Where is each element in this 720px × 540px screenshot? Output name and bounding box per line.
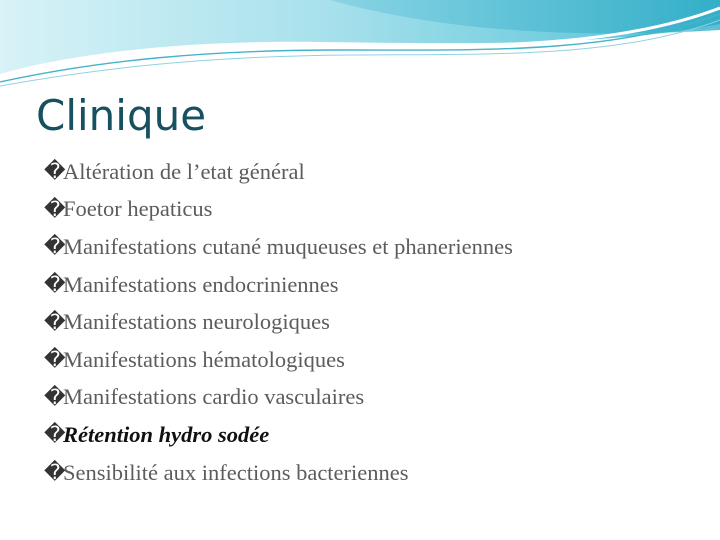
list-item <box>44 379 513 417</box>
list-item <box>44 341 513 379</box>
list-item-text: Altération de l’etat général <box>63 158 305 184</box>
bullet-marker-icon: � <box>44 159 66 184</box>
slide-title: Clinique <box>36 91 207 140</box>
list-item-text: Manifestations endocriniennes <box>63 271 339 297</box>
bullet-marker-icon: � <box>44 196 66 221</box>
header-wave-decoration <box>0 0 720 90</box>
list-item-text: Manifestations neurologiques <box>63 309 330 335</box>
list-item-text: Sensibilité aux infections bacteriennes <box>63 459 409 485</box>
bullet-marker-icon: � <box>44 347 66 372</box>
list-item-text: Rétention hydro sodée <box>63 421 270 447</box>
list-item-text: Manifestations hématologiques <box>63 346 345 372</box>
list-item-text: Foetor hepaticus <box>63 196 213 222</box>
list-item <box>44 266 513 304</box>
bullet-list <box>44 153 513 491</box>
list-item-text: Manifestations cutané muqueuses et phaneriennes <box>63 233 513 259</box>
list-item <box>44 228 513 266</box>
bullet-marker-icon: � <box>44 460 66 485</box>
list-item <box>44 191 513 229</box>
bullet-marker-icon: � <box>44 422 66 447</box>
bullet-marker-icon: � <box>44 272 66 297</box>
bullet-marker-icon: � <box>44 234 66 259</box>
list-item-text: Manifestations cardio vasculaires <box>63 384 365 410</box>
list-item <box>44 153 513 191</box>
bullet-marker-icon: � <box>44 309 66 334</box>
list-item <box>44 303 513 341</box>
list-item <box>44 454 513 492</box>
bullet-marker-icon: � <box>44 384 66 409</box>
list-item-emphasized <box>44 416 513 454</box>
